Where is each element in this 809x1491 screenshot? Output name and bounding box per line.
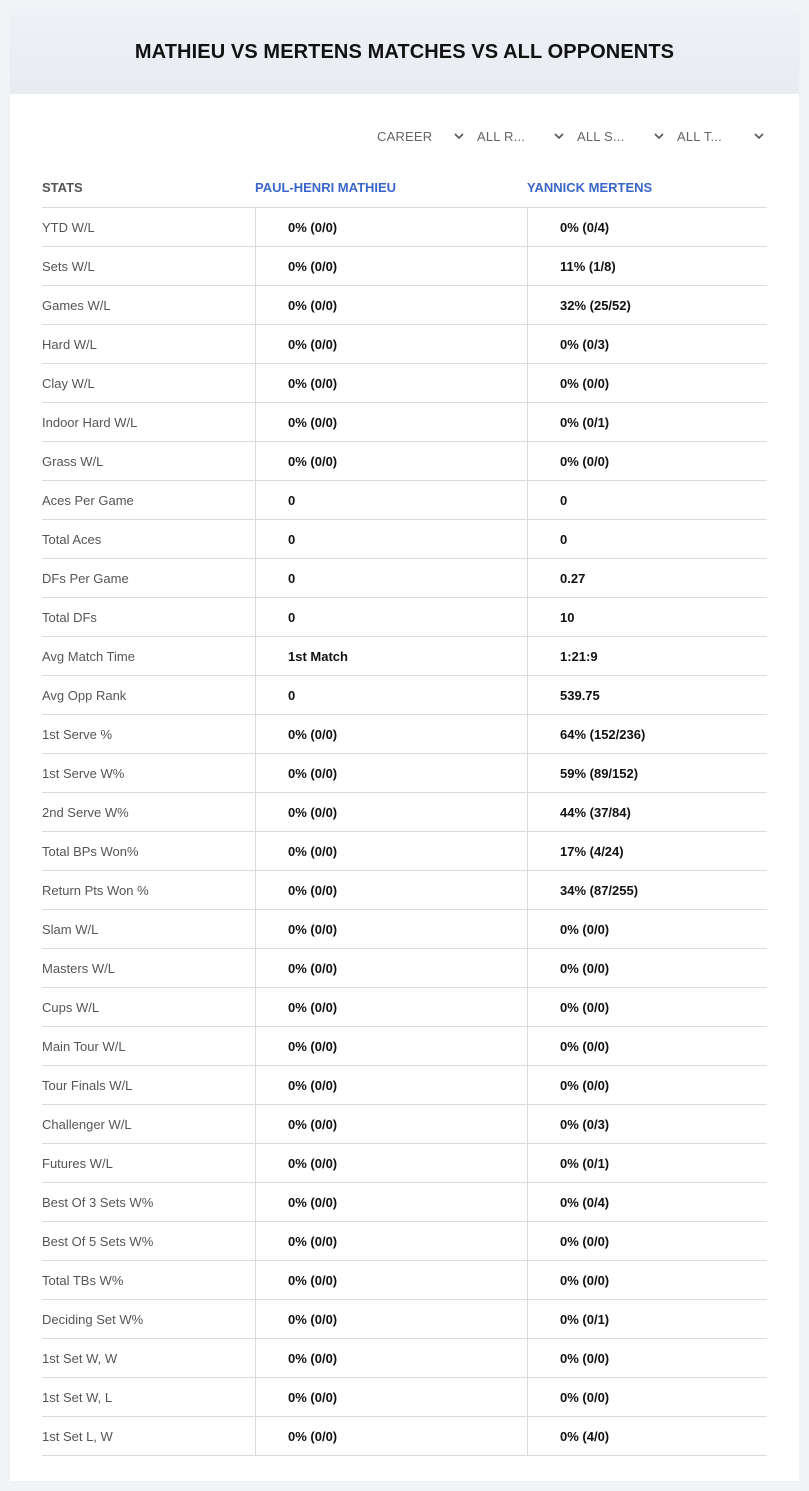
player2-value: 0% (0/0) (527, 949, 767, 987)
table-row (42, 1417, 767, 1456)
stat-label: Total BPs Won% (42, 843, 139, 859)
table-row (42, 1378, 767, 1417)
table-body (42, 208, 767, 1456)
player2-value: 0% (0/0) (527, 910, 767, 948)
player1-value: 0% (0/0) (255, 1417, 527, 1455)
table-row (42, 364, 767, 403)
table-row (42, 1066, 767, 1105)
stat-label: Total DFs (42, 609, 97, 625)
player1-value: 0% (0/0) (255, 1144, 527, 1182)
player2-value: 0% (0/1) (527, 1300, 767, 1338)
player2-value: 11% (1/8) (527, 247, 767, 285)
table-row (42, 1261, 767, 1300)
player2-value: 64% (152/236) (527, 715, 767, 753)
player2-value: 0% (0/0) (527, 988, 767, 1026)
table-row (42, 676, 767, 715)
stat-label: Challenger W/L (42, 1116, 132, 1132)
stat-label: 2nd Serve W% (42, 804, 129, 820)
stat-label: Best Of 5 Sets W% (42, 1233, 154, 1249)
table-row (42, 988, 767, 1027)
player1-value: 0% (0/0) (255, 1378, 527, 1416)
player2-value: 59% (89/152) (527, 754, 767, 792)
player1-value: 0% (0/0) (255, 754, 527, 792)
stat-label: 1st Serve W% (42, 765, 125, 781)
stat-label: 1st Set W, L (42, 1389, 113, 1405)
table-row (42, 1222, 767, 1261)
player2-value: 1:21:9 (527, 637, 767, 675)
stat-label: Sets W/L (42, 258, 95, 274)
player2-value: 10 (527, 598, 767, 636)
header-stats: STATS (42, 180, 83, 195)
stat-label: Main Tour W/L (42, 1038, 126, 1054)
table-row (42, 871, 767, 910)
chevron-down-icon (453, 130, 465, 142)
player2-value: 0% (0/0) (527, 1261, 767, 1299)
player1-value: 0 (255, 676, 527, 714)
table-row (42, 481, 767, 520)
stat-label: Clay W/L (42, 375, 95, 391)
player2-value: 0 (527, 481, 767, 519)
player1-value: 0% (0/0) (255, 910, 527, 948)
stat-label: Futures W/L (42, 1155, 113, 1171)
table-row (42, 1183, 767, 1222)
page-title: MATHIEU VS MERTENS MATCHES VS ALL OPPONENTS (134, 40, 675, 63)
stat-label: YTD W/L (42, 219, 95, 235)
stat-label: Hard W/L (42, 336, 97, 352)
player1-value: 0% (0/0) (255, 832, 527, 870)
player1-value: 0 (255, 481, 527, 519)
table-row (42, 910, 767, 949)
player1-value: 0% (0/0) (255, 286, 527, 324)
stat-label: 1st Set L, W (42, 1428, 113, 1444)
filter-label: ALL S... (577, 128, 625, 144)
player1-value: 0% (0/0) (255, 1261, 527, 1299)
player2-value: 0% (0/3) (527, 1105, 767, 1143)
player2-value: 17% (4/24) (527, 832, 767, 870)
table-row (42, 715, 767, 754)
player2-value: 0% (4/0) (527, 1417, 767, 1455)
player1-value: 0% (0/0) (255, 247, 527, 285)
player1-value: 0% (0/0) (255, 949, 527, 987)
filter-tournament-select[interactable] (667, 126, 767, 146)
table-row (42, 1339, 767, 1378)
table-row (42, 598, 767, 637)
filter-label: ALL R... (477, 128, 526, 144)
player2-value: 0% (0/0) (527, 1066, 767, 1104)
table-row (42, 832, 767, 871)
player1-value: 0% (0/0) (255, 1027, 527, 1065)
player1-value: 0% (0/0) (255, 364, 527, 402)
stat-label: DFs Per Game (42, 570, 129, 586)
player2-value: 44% (37/84) (527, 793, 767, 831)
chevron-down-icon (753, 130, 765, 142)
header-player1-link[interactable]: PAUL-HENRI MATHIEU (255, 180, 397, 195)
stat-label: Grass W/L (42, 453, 104, 469)
player2-value: 0% (0/1) (527, 403, 767, 441)
stat-label: Tour Finals W/L (42, 1077, 133, 1093)
player2-value: 0% (0/0) (527, 442, 767, 480)
player1-value: 0 (255, 520, 527, 558)
stat-label: Deciding Set W% (42, 1311, 144, 1327)
stat-label: Slam W/L (42, 921, 99, 937)
player2-value: 0.27 (527, 559, 767, 597)
player1-value: 0% (0/0) (255, 403, 527, 441)
stat-label: Aces Per Game (42, 492, 134, 508)
stat-label: Avg Opp Rank (42, 687, 127, 703)
player2-value: 0% (0/0) (527, 1222, 767, 1260)
chevron-down-icon (553, 130, 565, 142)
player2-value: 0 (527, 520, 767, 558)
stat-label: 1st Set W, W (42, 1350, 118, 1366)
stat-label: Best Of 3 Sets W% (42, 1194, 154, 1210)
player1-value: 0% (0/0) (255, 871, 527, 909)
stat-label: Indoor Hard W/L (42, 414, 138, 430)
filter-bar (367, 126, 767, 146)
stat-label: Total TBs W% (42, 1272, 124, 1288)
player1-value: 0% (0/0) (255, 715, 527, 753)
stat-label: Avg Match Time (42, 648, 135, 664)
table-row (42, 793, 767, 832)
player1-value: 0% (0/0) (255, 1300, 527, 1338)
card-header (10, 10, 799, 94)
player1-value: 0 (255, 598, 527, 636)
stats-card (10, 10, 799, 1481)
filter-round-select[interactable] (467, 126, 567, 146)
filter-label: ALL T... (677, 128, 722, 144)
table-row (42, 403, 767, 442)
player2-value: 0% (0/3) (527, 325, 767, 363)
player1-value: 1st Match (255, 637, 527, 675)
table-row (42, 949, 767, 988)
player2-value: 0% (0/0) (527, 1378, 767, 1416)
filter-surface-select[interactable] (567, 126, 667, 146)
player1-value: 0% (0/0) (255, 1105, 527, 1143)
table-row (42, 1105, 767, 1144)
table-row (42, 1300, 767, 1339)
player1-value: 0% (0/0) (255, 208, 527, 246)
table-row (42, 637, 767, 676)
chevron-down-icon (653, 130, 665, 142)
filter-label: CAREER (377, 128, 433, 144)
table-row (42, 520, 767, 559)
player1-value: 0% (0/0) (255, 1066, 527, 1104)
player2-value: 0% (0/4) (527, 1183, 767, 1221)
player2-value: 0% (0/0) (527, 1339, 767, 1377)
stat-label: Return Pts Won % (42, 882, 149, 898)
player1-value: 0% (0/0) (255, 442, 527, 480)
player2-value: 0% (0/1) (527, 1144, 767, 1182)
stat-label: Games W/L (42, 297, 111, 313)
stat-label: Total Aces (42, 531, 102, 547)
player2-value: 32% (25/52) (527, 286, 767, 324)
stats-table (42, 168, 767, 1456)
filter-period-select[interactable] (367, 126, 467, 146)
table-row (42, 754, 767, 793)
table-row (42, 286, 767, 325)
stat-label: Masters W/L (42, 960, 115, 976)
player1-value: 0% (0/0) (255, 1183, 527, 1221)
player1-value: 0% (0/0) (255, 1339, 527, 1377)
player1-value: 0% (0/0) (255, 1222, 527, 1260)
table-row (42, 1144, 767, 1183)
player1-value: 0% (0/0) (255, 988, 527, 1026)
player2-value: 0% (0/0) (527, 1027, 767, 1065)
table-row (42, 325, 767, 364)
player2-value: 34% (87/255) (527, 871, 767, 909)
table-row (42, 442, 767, 481)
stat-label: 1st Serve % (42, 726, 113, 742)
player2-value: 0% (0/4) (527, 208, 767, 246)
table-row (42, 1027, 767, 1066)
header-player2-link[interactable]: YANNICK MERTENS (527, 180, 653, 195)
table-header (42, 168, 767, 208)
player1-value: 0% (0/0) (255, 325, 527, 363)
player2-value: 539.75 (527, 676, 767, 714)
table-row (42, 247, 767, 286)
player1-value: 0 (255, 559, 527, 597)
player1-value: 0% (0/0) (255, 793, 527, 831)
table-row (42, 559, 767, 598)
stat-label: Cups W/L (42, 999, 100, 1015)
table-row (42, 208, 767, 247)
player2-value: 0% (0/0) (527, 364, 767, 402)
